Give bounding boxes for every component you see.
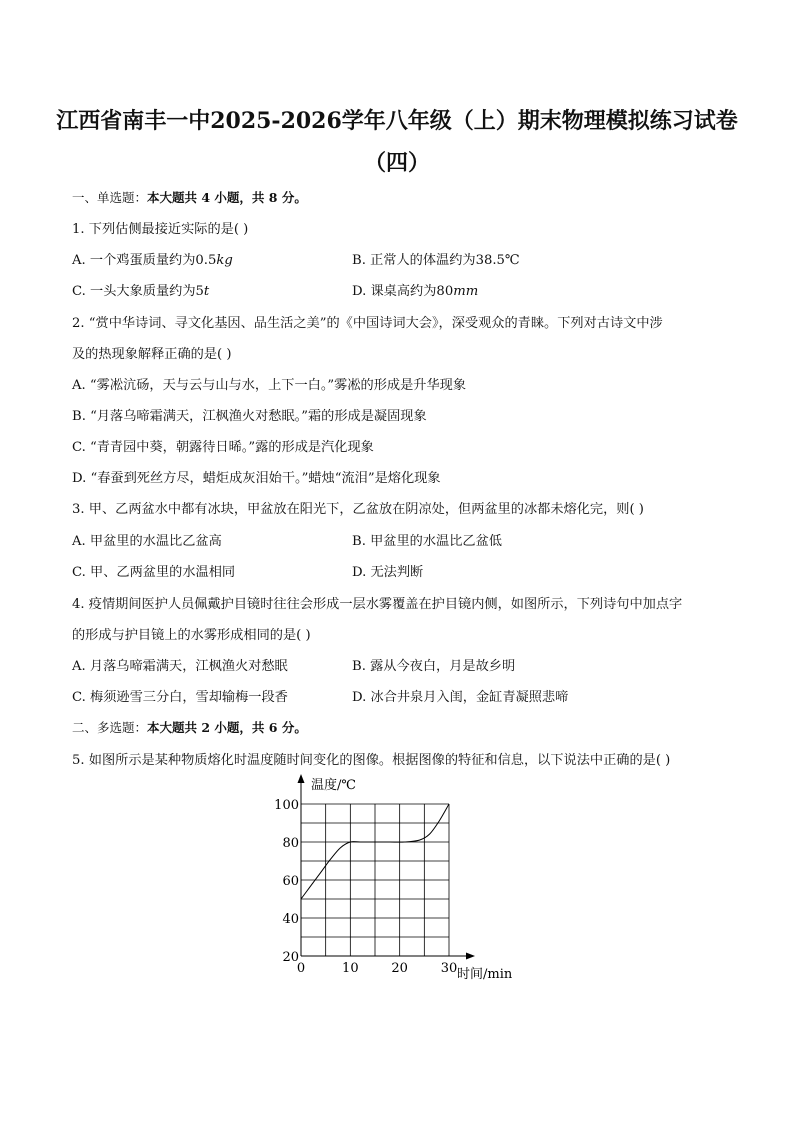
section-2-prefix: 二、多选题： <box>72 720 148 735</box>
question-2-stem-line2: 及的热现象解释正确的是( ) <box>72 347 232 362</box>
option-text: C. 一头大象质量约为5 <box>72 284 204 299</box>
question-2-option-b[interactable]: B. “月落乌啼霜满天，江枫渔火对愁眠。”霜的形成是凝固现象 <box>72 409 427 424</box>
question-2-option-d[interactable]: D. “春蚕到死丝方尽，蜡炬成灰泪始干。”蜡烛“流泪”是熔化现象 <box>72 471 441 486</box>
y-tick-label: 60 <box>282 874 299 889</box>
question-3-option-d[interactable]: D. 无法判断 <box>352 565 424 580</box>
option-unit: mm <box>453 284 479 299</box>
chart-tick-labels <box>274 798 457 976</box>
option-unit: kg <box>216 253 233 268</box>
y-axis-arrow <box>298 774 305 783</box>
question-1-option-d[interactable] <box>352 280 478 299</box>
question-3-option-b[interactable]: B. 甲盆里的水温比乙盆低 <box>352 534 502 549</box>
y-tick-label: 100 <box>274 798 299 813</box>
exam-title-line1: 江西省南丰一中2025-2026学年八年级（上）期末物理模拟练习试卷 <box>56 108 738 134</box>
y-tick-label: 20 <box>282 950 299 965</box>
question-2-stem-line1: 2. “赏中华诗词、寻文化基因、品生活之美”的《中国诗词大会》，深受观众的青睐。下列对古诗文中涉 <box>72 316 663 331</box>
question-1-option-a[interactable] <box>72 249 233 268</box>
x-tick-label: 30 <box>440 961 458 976</box>
question-3-option-c[interactable]: C. 甲、乙两盆里的水温相同 <box>72 565 236 580</box>
option-text: D. 课桌高约为80 <box>352 284 454 299</box>
question-4-option-c[interactable]: C. 梅须逊雪三分白，雪却输梅一段香 <box>72 690 288 705</box>
question-4-stem-line1: 4. 疫情期间医护人员佩戴护目镜时往往会形成一层水雾覆盖在护目镜内侧，如图所示，下列诗句中加点字 <box>72 597 683 612</box>
question-1-option-b[interactable]: B. 正常人的体温约为38.5℃ <box>352 253 520 268</box>
question-2-option-c[interactable]: C. “青青园中葵，朝露待日晞。”露的形成是汽化现象 <box>72 440 374 455</box>
y-tick-label: 40 <box>282 912 299 927</box>
option-text: A. 一个鸡蛋质量约为0.5 <box>72 253 217 268</box>
section-1-prefix: 一、单选题： <box>72 190 148 205</box>
x-tick-label: 20 <box>391 961 408 976</box>
exam-title-line2: （四） <box>363 150 430 176</box>
question-4-option-b[interactable]: B. 露从今夜白，月是故乡明 <box>352 659 516 674</box>
section-1-desc: 本大题共 4 小题，共 8 分。 <box>147 190 307 205</box>
chart-grid <box>301 804 449 956</box>
question-1-stem: 1. 下列估侧最接近实际的是( ) <box>72 222 249 237</box>
question-2-option-a[interactable]: A. “雾凇沆砀，天与云与山与水，上下一白。”雾凇的形成是升华现象 <box>72 378 467 393</box>
question-1-option-c[interactable] <box>72 280 209 299</box>
option-unit: t <box>203 284 210 299</box>
section-2-desc: 本大题共 2 小题，共 6 分。 <box>147 720 307 735</box>
question-4-option-a[interactable]: A. 月落乌啼霜满天，江枫渔火对愁眠 <box>72 659 288 674</box>
section-2-heading <box>72 718 307 736</box>
x-axis-arrow <box>466 953 475 960</box>
x-axis-label: 时间/min <box>457 967 513 982</box>
section-1-heading <box>72 188 307 206</box>
question-4-option-d[interactable]: D. 冰合井泉月入闺，金缸青凝照悲啼 <box>352 690 569 705</box>
y-tick-label: 80 <box>282 836 299 851</box>
temperature-time-chart <box>272 770 532 990</box>
question-3-stem: 3. 甲、乙两盆水中都有冰块，甲盆放在阳光下，乙盆放在阴凉处，但两盆里的冰都未熔化完，则( ) <box>72 502 644 517</box>
x-tick-label: 0 <box>296 961 306 976</box>
y-axis-label: 温度/℃ <box>311 778 356 793</box>
chart-axes <box>298 774 476 960</box>
question-4-stem-line2: 的形成与护目镜上的水雾形成相同的是( ) <box>72 628 311 643</box>
x-tick-label: 10 <box>342 961 359 976</box>
question-5-stem: 5. 如图所示是某种物质熔化时温度随时间变化的图像。根据图像的特征和信息，以下说法中正确的是( ) <box>72 753 671 768</box>
question-3-option-a[interactable]: A. 甲盆里的水温比乙盆高 <box>72 534 222 549</box>
